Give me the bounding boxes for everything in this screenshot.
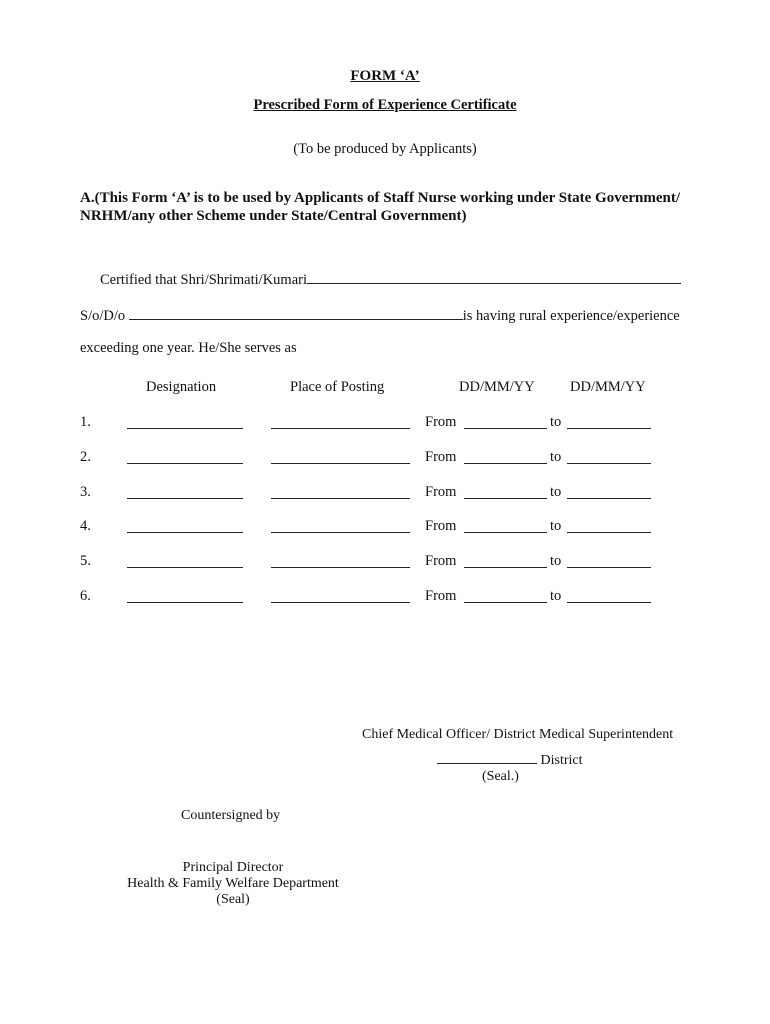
to-date-field[interactable] bbox=[567, 414, 651, 429]
to-date-field[interactable] bbox=[567, 518, 651, 533]
row-number: 6. bbox=[80, 588, 91, 604]
from-date-field[interactable] bbox=[464, 449, 547, 464]
header-to-date: DD/MM/YY bbox=[570, 379, 646, 395]
produced-by-note: (To be produced by Applicants) bbox=[293, 141, 477, 157]
from-date-field[interactable] bbox=[464, 414, 547, 429]
row-number: 3. bbox=[80, 484, 91, 500]
designation-field[interactable] bbox=[127, 518, 243, 533]
place-of-posting-field[interactable] bbox=[271, 449, 410, 464]
name-field[interactable] bbox=[307, 268, 681, 284]
designation-field[interactable] bbox=[127, 553, 243, 568]
from-date-field[interactable] bbox=[464, 588, 547, 603]
table-row bbox=[80, 588, 680, 608]
table-row bbox=[80, 449, 680, 469]
director-block bbox=[100, 860, 366, 908]
row-number: 5. bbox=[80, 553, 91, 569]
district-label: District bbox=[540, 753, 583, 768]
to-label: to bbox=[550, 449, 562, 465]
district-line bbox=[437, 748, 583, 769]
to-date-field[interactable] bbox=[567, 588, 651, 603]
place-of-posting-field[interactable] bbox=[271, 484, 410, 499]
to-label: to bbox=[550, 588, 562, 604]
to-label: to bbox=[550, 484, 562, 500]
form-title: FORM ‘A’ bbox=[350, 68, 420, 84]
director-title: Principal Director bbox=[182, 860, 284, 875]
header-designation: Designation bbox=[146, 379, 217, 395]
sodo-line bbox=[80, 304, 680, 325]
from-label: From bbox=[425, 588, 457, 604]
designation-field[interactable] bbox=[127, 588, 243, 603]
intro-line-2: NRHM/any other Scheme under State/Central Government) bbox=[80, 208, 467, 224]
form-subtitle: Prescribed Form of Experience Certificate bbox=[253, 97, 517, 113]
from-date-field[interactable] bbox=[464, 484, 547, 499]
to-label: to bbox=[550, 414, 562, 430]
table-row bbox=[80, 484, 680, 504]
countersigned-label: Countersigned by bbox=[181, 808, 281, 823]
to-date-field[interactable] bbox=[567, 553, 651, 568]
intro-line-1: A.(This Form ‘A’ is to be used by Applicants of Staff Nurse working under State Government/ bbox=[80, 190, 681, 206]
rural-experience-text: is having rural experience/experience bbox=[462, 308, 680, 324]
designation-field[interactable] bbox=[127, 414, 243, 429]
from-date-field[interactable] bbox=[464, 553, 547, 568]
certified-label: Certified that Shri/Shrimati/Kumari bbox=[100, 272, 307, 288]
certified-line bbox=[100, 268, 681, 289]
officer-title: Chief Medical Officer/ District Medical Superintendent bbox=[362, 727, 674, 742]
table-row bbox=[80, 518, 680, 538]
from-label: From bbox=[425, 553, 457, 569]
parent-name-field[interactable] bbox=[129, 304, 463, 320]
from-label: From bbox=[425, 518, 457, 534]
district-name-field[interactable] bbox=[437, 748, 537, 764]
designation-field[interactable] bbox=[127, 484, 243, 499]
sodo-label: S/o/D/o bbox=[80, 308, 126, 324]
row-number: 1. bbox=[80, 414, 91, 430]
to-date-field[interactable] bbox=[567, 449, 651, 464]
to-date-field[interactable] bbox=[567, 484, 651, 499]
place-of-posting-field[interactable] bbox=[271, 588, 410, 603]
from-label: From bbox=[425, 414, 457, 430]
header-from-date: DD/MM/YY bbox=[459, 379, 535, 395]
row-number: 2. bbox=[80, 449, 91, 465]
department-name: Health & Family Welfare Department bbox=[127, 876, 339, 891]
from-label: From bbox=[425, 484, 457, 500]
place-of-posting-field[interactable] bbox=[271, 414, 410, 429]
officer-seal: (Seal.) bbox=[482, 769, 519, 784]
designation-field[interactable] bbox=[127, 449, 243, 464]
table-row bbox=[80, 414, 680, 434]
from-label: From bbox=[425, 449, 457, 465]
to-label: to bbox=[550, 518, 562, 534]
table-row bbox=[80, 553, 680, 573]
director-seal: (Seal) bbox=[216, 892, 250, 907]
to-label: to bbox=[550, 553, 562, 569]
row-number: 4. bbox=[80, 518, 91, 534]
from-date-field[interactable] bbox=[464, 518, 547, 533]
form-intro bbox=[80, 189, 700, 225]
header-place-of-posting: Place of Posting bbox=[290, 379, 385, 395]
place-of-posting-field[interactable] bbox=[271, 518, 410, 533]
place-of-posting-field[interactable] bbox=[271, 553, 410, 568]
exceeding-text: exceeding one year. He/She serves as bbox=[80, 340, 297, 356]
